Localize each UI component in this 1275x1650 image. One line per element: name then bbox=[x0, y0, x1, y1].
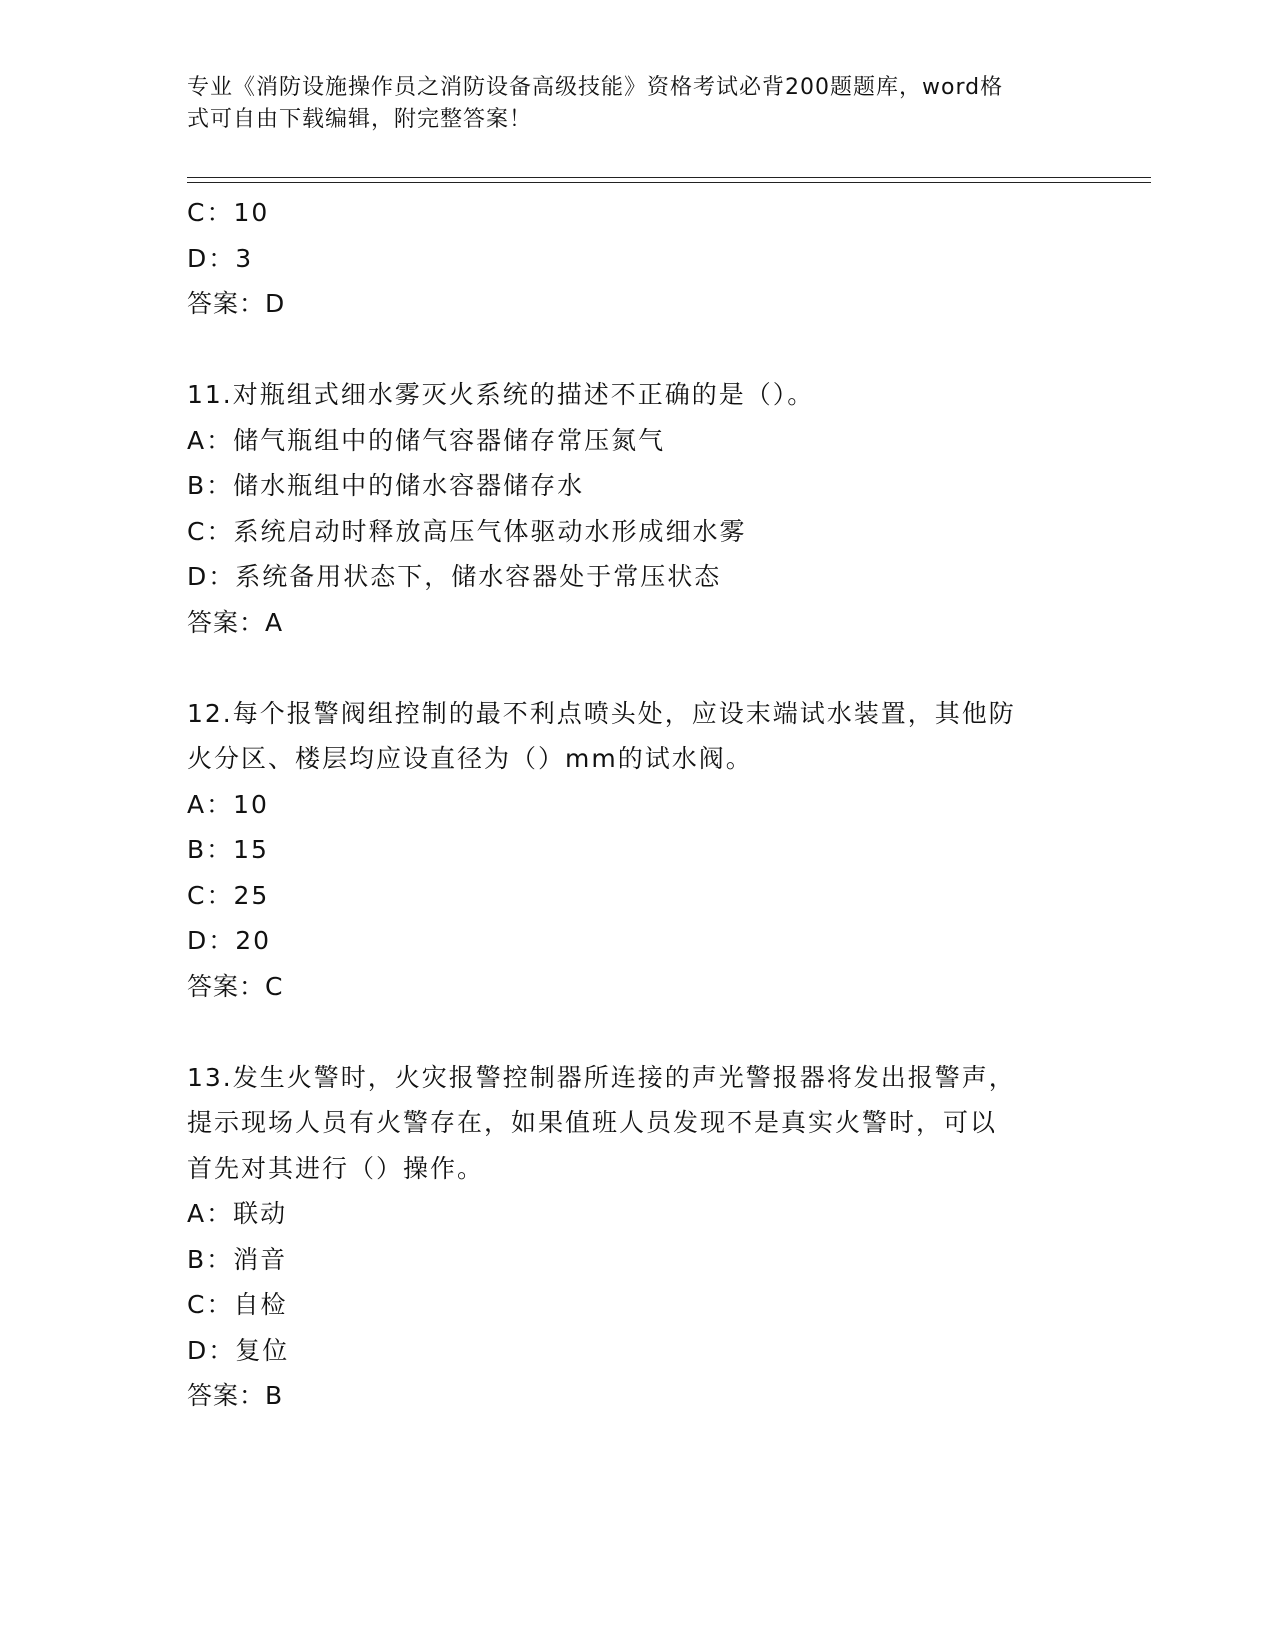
answer-line: 答案：B bbox=[187, 1381, 284, 1410]
question-stem-line-2: 火分区、楼层均应设直径为（）mm的试水阀。 bbox=[187, 744, 753, 773]
header-divider-top bbox=[187, 177, 1151, 178]
option-d: D：复位 bbox=[187, 1335, 290, 1365]
option-c: C：25 bbox=[187, 880, 270, 910]
header-line-2: 式可自由下载编辑，附完整答案！ bbox=[187, 107, 533, 132]
option-a: A：联动 bbox=[187, 1199, 288, 1228]
question-stem-line-3: 首先对其进行（）操作。 bbox=[187, 1153, 485, 1183]
spacer bbox=[187, 645, 1067, 691]
option-b: B：储水瓶组中的储水容器储存水 bbox=[187, 471, 585, 500]
option-d: D：系统备用状态下，储水容器处于常压状态 bbox=[187, 562, 722, 591]
option-a: A：10 bbox=[187, 789, 269, 819]
option-c: C：自检 bbox=[187, 1290, 288, 1319]
question-11 bbox=[187, 372, 1067, 645]
answer-line: 答案：D bbox=[187, 289, 286, 318]
option-b: B：消音 bbox=[187, 1244, 288, 1274]
question-13 bbox=[187, 1055, 1067, 1419]
spacer bbox=[187, 327, 1067, 373]
option-d: D：20 bbox=[187, 926, 272, 955]
spacer bbox=[187, 1009, 1067, 1055]
question-stem-line-1: 13.发生火警时，火灾报警控制器所连接的声光警报器将发出报警声， bbox=[187, 1062, 1016, 1092]
document-header bbox=[187, 72, 1067, 136]
option-c: C：系统启动时释放高压气体驱动水形成细水雾 bbox=[187, 516, 747, 546]
option-c: C：10 bbox=[187, 198, 270, 227]
question-stem-line-2: 提示现场人员有火警存在，如果值班人员发现不是真实火警时，可以 bbox=[187, 1108, 998, 1137]
header-divider-bottom bbox=[187, 182, 1151, 183]
answer-line: 答案：C bbox=[187, 971, 284, 1001]
question-list bbox=[187, 190, 1067, 1419]
option-a: A：储气瓶组中的储气容器储存常压氮气 bbox=[187, 425, 666, 455]
header-line-1: 专业《消防设施操作员之消防设备高级技能》资格考试必背200题题库，word格 bbox=[187, 75, 1004, 100]
question-stem: 11.对瓶组式细水雾灭火系统的描述不正确的是（）。 bbox=[187, 380, 815, 409]
option-d: D：3 bbox=[187, 243, 254, 273]
question-continuation bbox=[187, 190, 1067, 327]
question-stem-line-1: 12.每个报警阀组控制的最不利点喷头处，应设末端试水装置，其他防 bbox=[187, 698, 1016, 728]
question-12 bbox=[187, 691, 1067, 1010]
answer-line: 答案：A bbox=[187, 607, 284, 637]
option-b: B：15 bbox=[187, 835, 269, 864]
